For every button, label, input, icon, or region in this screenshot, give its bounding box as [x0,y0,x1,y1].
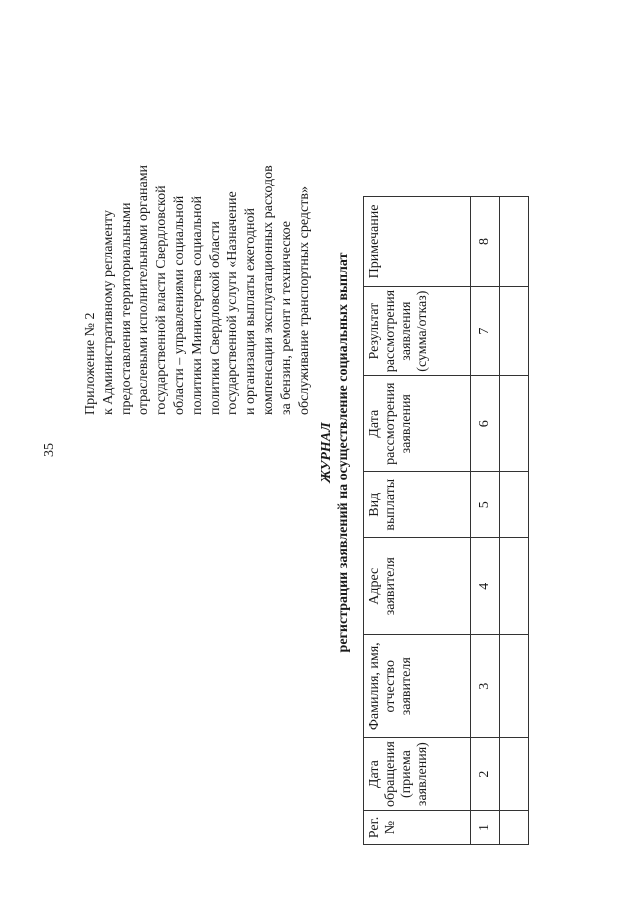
appendix-line: государственной услуги «Назначение [225,191,241,415]
header-application-date: Дата обращения (приема заявления) [364,738,471,811]
appendix-caption [82,15,313,415]
empty-cell [500,811,529,845]
header-review-result: Результат рассмотрения заявления (сумма/отказ) [364,286,471,375]
appendix-line: политики Министерства социальной [189,195,205,415]
appendix-line: области – управлениями социальной [171,195,187,415]
column-number: 8 [471,196,500,286]
table-row-empty [500,196,529,844]
appendix-line: компенсации эксплуатационных расходов [260,165,276,415]
column-number: 7 [471,286,500,375]
column-number: 3 [471,635,500,738]
column-number: 6 [471,376,500,472]
column-number: 2 [471,738,500,811]
header-note: Примечание [364,196,471,286]
empty-cell [500,538,529,635]
column-number: 1 [471,811,500,845]
empty-cell [500,738,529,811]
table-row-column-numbers [471,196,500,844]
column-number: 4 [471,538,500,635]
empty-cell [500,286,529,375]
page-number: 35 [42,443,57,457]
registration-table [363,196,529,845]
empty-cell [500,376,529,472]
appendix-line: и организация выплаты ежегодной [243,208,259,415]
appendix-line: предоставления территориальными [118,202,134,415]
appendix-line: отраслевыми исполнительными органами [136,164,152,415]
appendix-line: государственной власти Свердловской [154,185,170,415]
appendix-line: обслуживание транспортных средств» [296,186,312,415]
journal-subtitle: регистрации заявлений на осуществление социальных выплат [336,252,351,653]
header-applicant-address: Адрес заявителя [364,538,471,635]
header-review-date: Дата рассмотрения заявления [364,376,471,472]
header-payment-type: Вид выплаты [364,472,471,538]
journal-heading [318,0,352,905]
appendix-line: Приложение № 2 [83,312,98,415]
table-header-row [364,196,471,844]
empty-cell [500,196,529,286]
journal-title: ЖУРНАЛ [319,422,334,483]
empty-cell [500,635,529,738]
empty-cell [500,472,529,538]
header-applicant-name: Фамилия, имя, отчество заявителя [364,635,471,738]
column-number: 5 [471,472,500,538]
appendix-line: политики Свердловской области [207,221,223,415]
header-reg-number: Рег. № [364,811,471,845]
appendix-line: за бензин, ремонт и техническое [278,220,294,415]
appendix-line: к Административному регламенту [100,210,116,415]
